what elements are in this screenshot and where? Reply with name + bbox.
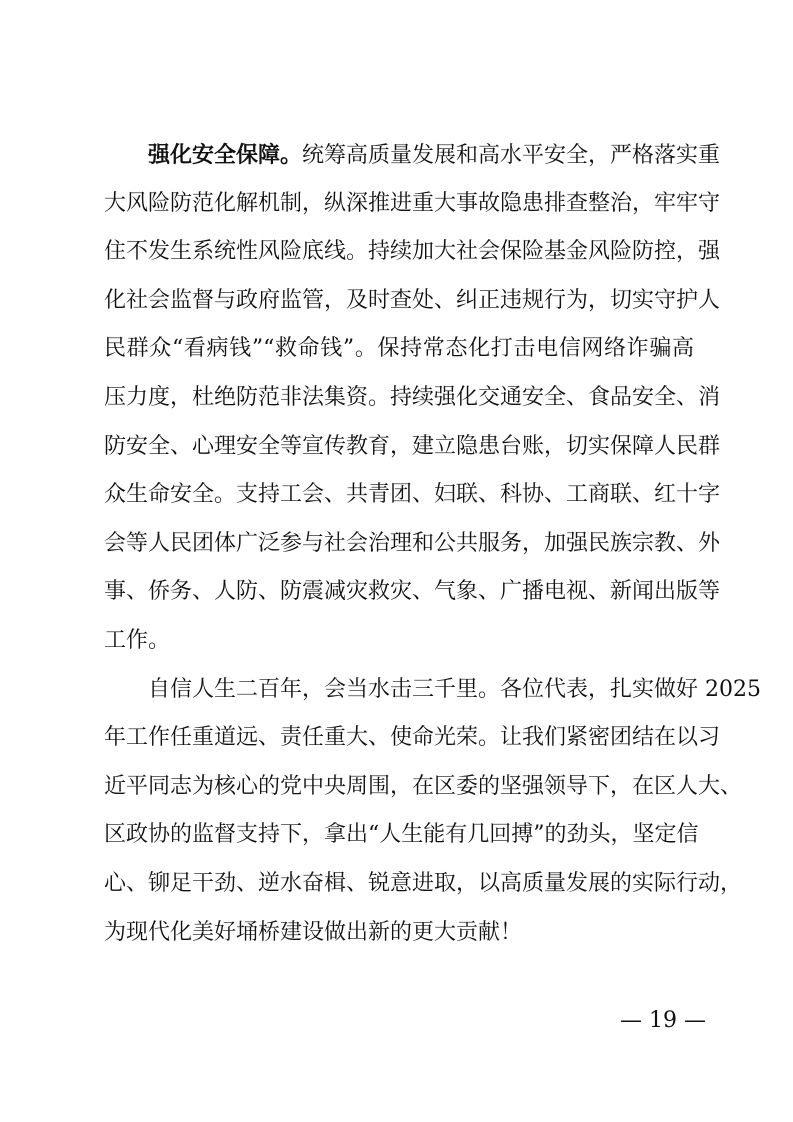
paragraph-1-line-6: 压力度，杜绝防范非法集资。持续强化交通安全、食品安全、消: [104, 384, 721, 410]
paragraph-1-line-9: 会等人民团体广泛参与社会治理和公共服务，加强民族宗教、外: [104, 530, 721, 556]
section-heading: 强化安全保障。: [148, 142, 303, 168]
paragraph-2-line-6: 为现代化美好埇桥建设做出新的更大贡献！: [104, 919, 523, 945]
paragraph-1-line-1: [104, 131, 721, 180]
paragraph-2-line-4: 区政协的监督支持下，拿出“人生能有几回搏”的劲头，坚定信: [104, 822, 699, 848]
paragraph-2-line-5: 心、铆足干劲、逆水奋楫、锐意进取，以高质量发展的实际行动，: [104, 870, 743, 896]
paragraph-1-line-11: 工作。: [104, 627, 171, 653]
paragraph-1-line-2: 大风险防范化解机制，纵深推进重大事故隐患排查整治，牢牢守: [104, 190, 721, 216]
paragraph-2-line-2: 年工作任重道远、责任重大、使命光荣。让我们紧密团结在以习: [104, 725, 721, 751]
paragraph-1-line-4: 化社会监督与政府监管，及时查处、纠正违规行为，切实守护人: [104, 287, 721, 313]
body-text: [104, 131, 761, 957]
paragraph-2-line-1: 自信人生二百年，会当水击三千里。各位代表，扎实做好 2025: [148, 676, 761, 702]
paragraph-1-line-8: 众生命安全。支持工会、共青团、妇联、科协、工商联、红十字: [104, 482, 721, 508]
paragraph-2-line-3: 近平同志为核心的党中央周围，在区委的坚强领导下，在区人大、: [104, 773, 743, 799]
text-line: 统筹高质量发展和高水平安全，严格落实重: [302, 143, 721, 168]
paragraph-1-line-3: 住不发生系统性风险底线。持续加大社会保险基金风险防控，强: [104, 239, 721, 265]
paragraph-1-line-5: 民群众“看病钱”“救命钱”。保持常态化打击电信网络诈骗高: [104, 336, 694, 362]
page-number: — 19 —: [620, 1008, 706, 1033]
paragraph-1-line-10: 事、侨务、人防、防震减灾救灾、气象、广播电视、新闻出版等: [104, 579, 721, 605]
paragraph-1-line-7: 防安全、心理安全等宣传教育，建立隐患台账，切实保障人民群: [104, 433, 721, 459]
